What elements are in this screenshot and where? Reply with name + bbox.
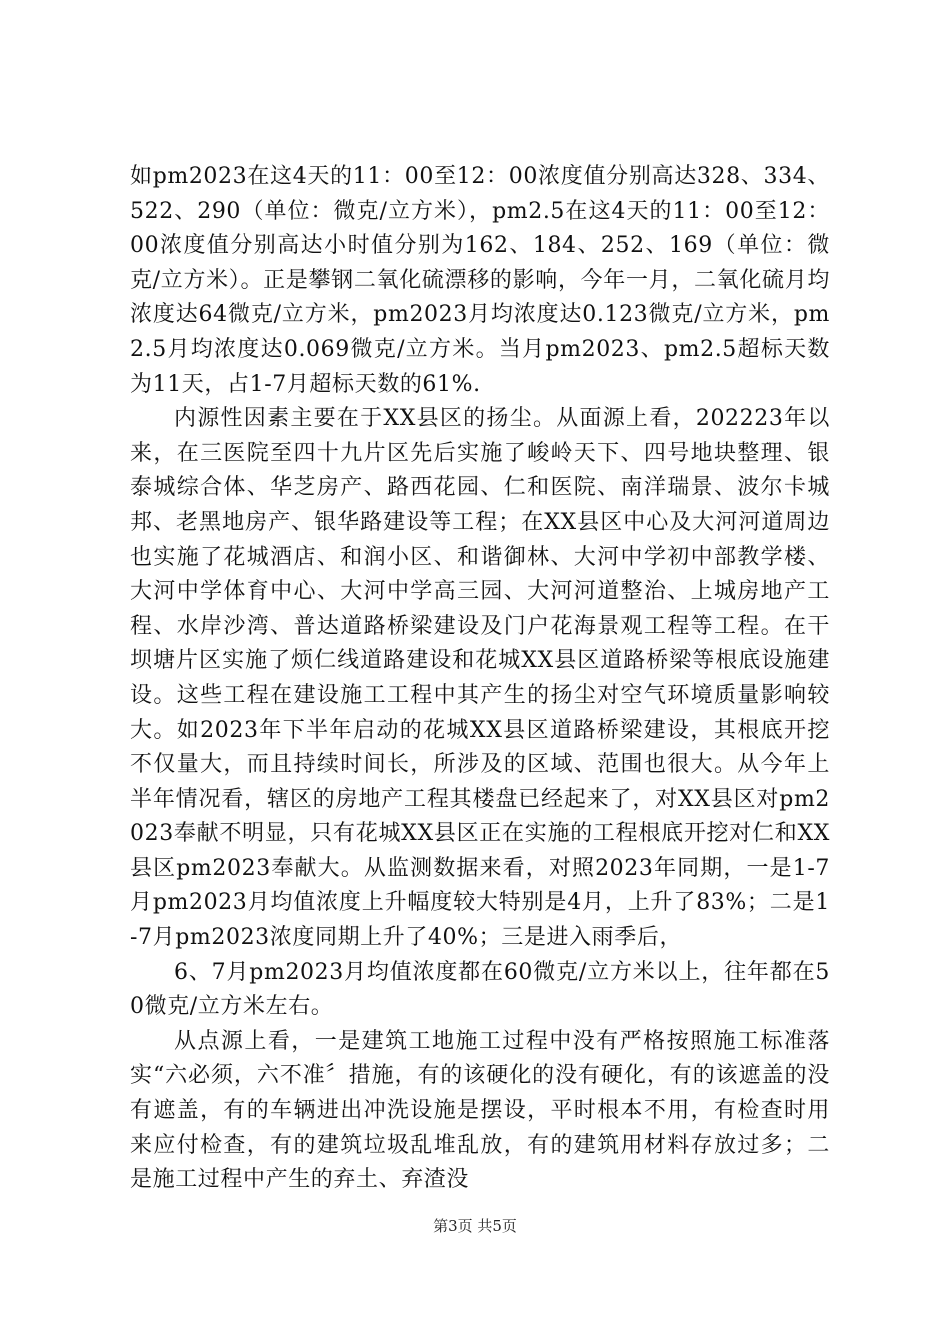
paragraph-3: 6、7月pm2023月均值浓度都在60微克/立方米以上，往年都在50微克/立方米左右。	[130, 959, 830, 1020]
paragraph-2: 内源性因素主要在于XX县区的扬尘。从面源上看，202223年以来，在三医院至四十九片区先后实施了峻岭天下、四号地块整理、银泰城综合体、华芝房产、路西花园、仁和医院、南洋瑞景、波尔卡城邦、老黑地房产、银华路建设等工程；在XX县区中心及大河河道周边也实施了花城酒店、和润小区、和谐御林、大河中学初中部教学楼、大河中学体育中心、大河中学高三园、大河河道整治、上城房地产工程、水岸沙湾、普达道路桥梁建设及门户花海景观工程等工程。在干坝塘片区实施了烦仁线道路建设和花城XX县区道路桥梁等根底设施建设。这些工程在建设施工工程中其产生的扬尘对空气环境质量影响较大。如2023年下半年启动的花城XX县区道路桥梁建设，其根底开挖不仅量大，而且持续时间长，所涉及的区域、范围也很大。从今年上半年情况看，辖区的房地产工程其楼盘已经起来了，对XX县区对pm2023奉献不明显，只有花城XX县区正在实施的工程根底开挖对仁和XX县区pm2023奉献大。从监测数据来看，对照2023年同期，一是1-7月pm2023月均值浓度上升幅度较大特别是4月，上升了83%；二是1-7月pm2023浓度同期上升了40%；三是进入雨季后，	[130, 406, 830, 951]
page-number-footer: 第3页 共5页	[433, 1217, 517, 1235]
document-body	[130, 160, 830, 1198]
paragraph-4: 从点源上看，一是建筑工地施工过程中没有严格按照施工标准落实“六必须，六不准〞措施，有的该硬化的没有硬化，有的该遮盖的没有遮盖，有的车辆进出冲洗设施是摆设，平时根本不用，有检查时用来应付检查，有的建筑垃圾乱堆乱放，有的建筑用材料存放过多；二是施工过程中产生的弃土、弃渣没	[130, 1028, 830, 1193]
paragraph-1: 如pm2023在这4天的11：00至12：00浓度值分别高达328、334、522、290（单位：微克/立方米），pm2.5在这4天的11：00至12：00浓度值分别高达小时值分别为162、184、252、169（单位：微克/立方米）。正是攀钢二氧化硫漂移的影响，今年一月，二氧化硫月均浓度达64微克/立方米，pm2023月均浓度达0.123微克/立方米，pm2.5月均浓度达0.069微克/立方米。当月pm2023、pm2.5超标天数为11天，占1-7月超标天数的61%.	[130, 164, 830, 397]
